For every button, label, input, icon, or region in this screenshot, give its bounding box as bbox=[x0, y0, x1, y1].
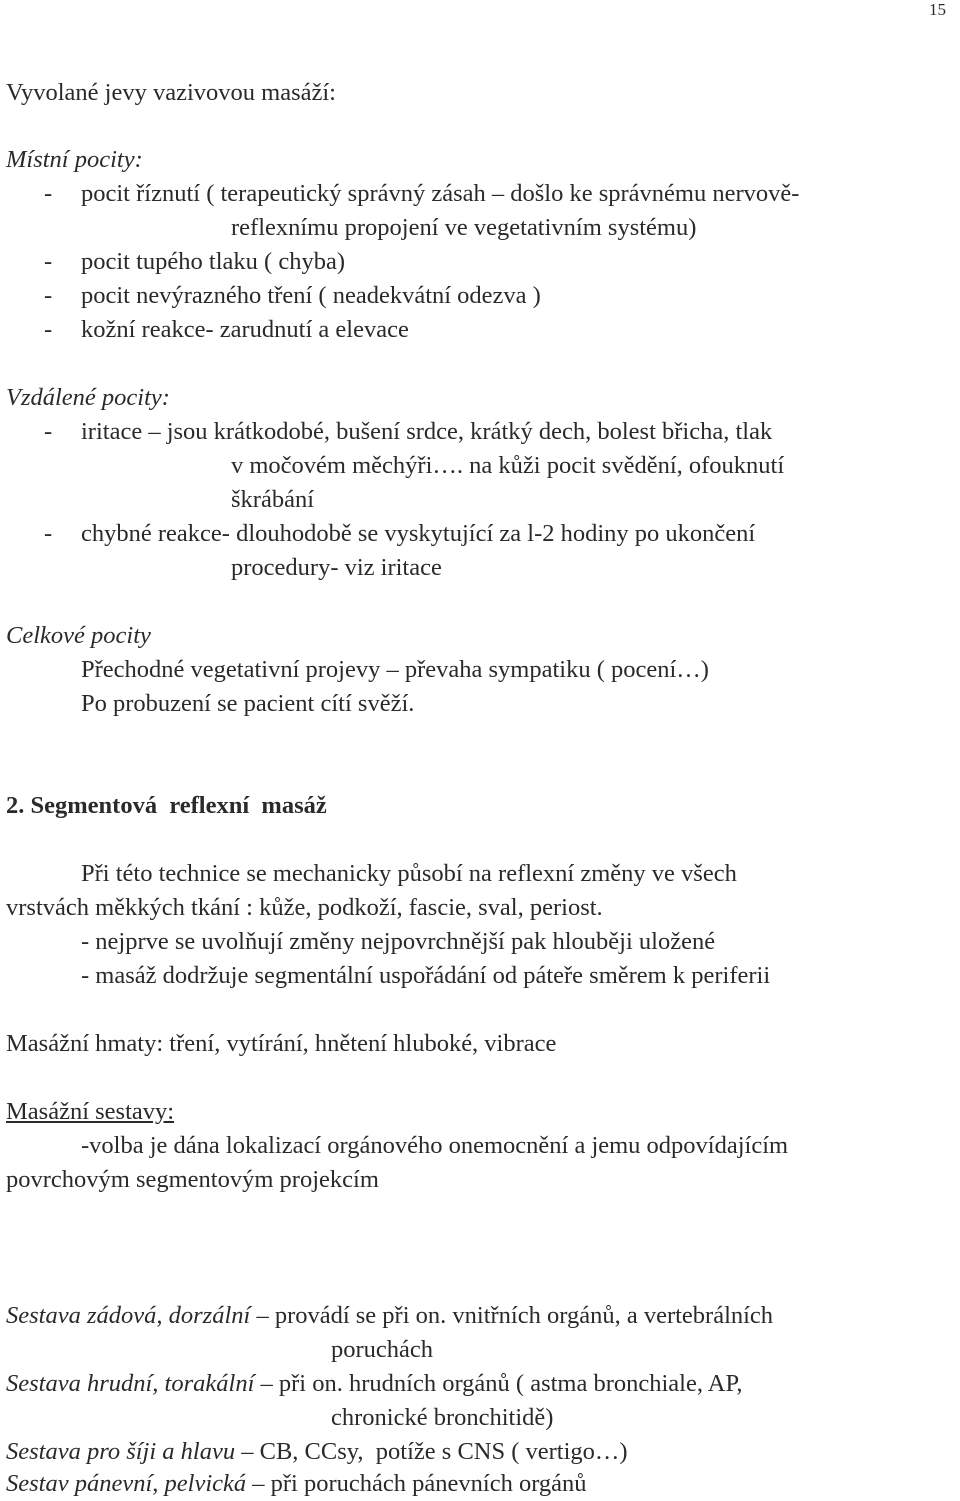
section-title-word: masáž bbox=[261, 792, 327, 819]
list-item: kožní reakce- zarudnutí a elevace bbox=[81, 316, 409, 343]
section-heading: Vyvolané jevy vazivovou masáží: bbox=[6, 79, 336, 106]
set-item bbox=[6, 1367, 743, 1401]
list-item-continuation: procedury- viz iritace bbox=[231, 554, 442, 581]
overall-line: Přechodné vegetativní projevy – převaha sympatiku ( pocení…) bbox=[81, 656, 709, 683]
set-desc: provádí se při on. vnitřních orgánů, a vertebrálních bbox=[274, 1302, 774, 1329]
list-item-continuation: škrábání bbox=[231, 486, 314, 513]
list-dash: - bbox=[44, 248, 53, 275]
set-item bbox=[6, 1467, 587, 1501]
set-name: Sestava zádová, dorzální bbox=[6, 1302, 251, 1329]
list-dash: - bbox=[44, 316, 53, 343]
set-dash: – bbox=[250, 1302, 275, 1329]
set-desc-continuation: chronické bronchitidě) bbox=[331, 1404, 554, 1431]
intro-line: Při této technice se mechanicky působí na reflexní změny ve všech bbox=[81, 860, 737, 887]
overall-line: Po probuzení se pacient cítí svěží. bbox=[81, 690, 415, 717]
set-desc: při on. hrudních orgánů ( astma bronchiale, AP, bbox=[278, 1370, 743, 1397]
list-item: pocit říznutí ( terapeutický správný zásah – došlo ke správnému nervově- bbox=[81, 180, 800, 207]
distant-sensations-title: Vzdálené pocity: bbox=[6, 384, 170, 411]
section-title-word: Segmentová bbox=[30, 792, 158, 819]
list-item-continuation: v močovém měchýři…. na kůži pocit svědění, ofouknutí bbox=[231, 452, 785, 479]
set-dash: – bbox=[235, 1438, 260, 1465]
list-dash: - bbox=[44, 520, 53, 547]
list-item-continuation: reflexnímu propojení ve vegetativním systému) bbox=[231, 214, 697, 241]
massage-grips: Masážní hmaty: tření, vytírání, hnětení hluboké, vibrace bbox=[6, 1030, 557, 1057]
list-dash: - bbox=[44, 418, 53, 445]
set-desc: při poruchách pánevních orgánů bbox=[270, 1470, 587, 1497]
set-dash: – bbox=[254, 1370, 279, 1397]
list-item: iritace – jsou krátkodobé, bušení srdce, krátký dech, bolest břicha, tlak bbox=[81, 418, 773, 445]
section-number: 2. bbox=[6, 792, 25, 819]
list-item: pocit nevýrazného tření ( neadekvátní odezva ) bbox=[81, 282, 541, 309]
list-item: pocit tupého tlaku ( chyba) bbox=[81, 248, 345, 275]
sets-line: povrchovým segmentovým projekcím bbox=[6, 1166, 379, 1193]
list-item: chybné reakce- dlouhodobě se vyskytující za l-2 hodiny po ukončení bbox=[81, 520, 756, 547]
list-dash: - bbox=[44, 282, 53, 309]
intro-bullet: - masáž dodržuje segmentální uspořádání od páteře směrem k periferii bbox=[81, 962, 771, 989]
local-sensations-title: Místní pocity: bbox=[6, 146, 143, 173]
set-name: Sestava hrudní, torakální bbox=[6, 1370, 255, 1397]
massage-sets-title: Masážní sestavy: bbox=[6, 1098, 175, 1125]
overall-sensations-title: Celkové pocity bbox=[6, 622, 151, 649]
page-number: 15 bbox=[929, 0, 946, 19]
list-dash: - bbox=[44, 180, 53, 207]
set-name: Sestava pro šíji a hlavu bbox=[6, 1438, 236, 1465]
intro-bullet: - nejprve se uvolňují změny nejpovrchnější pak hlouběji uložené bbox=[81, 928, 716, 955]
sets-line: -volba je dána lokalizací orgánového onemocnění a jemu odpovídajícím bbox=[81, 1132, 789, 1159]
section-2-heading bbox=[6, 789, 327, 823]
section-title-word: reflexní bbox=[169, 792, 250, 819]
set-dash: – bbox=[246, 1470, 271, 1497]
set-name: Sestav pánevní, pelvická bbox=[6, 1470, 247, 1497]
set-desc-continuation: poruchách bbox=[331, 1336, 434, 1363]
set-item bbox=[6, 1299, 773, 1333]
intro-line: vrstvách měkkých tkání : kůže, podkoží, fascie, sval, periost. bbox=[6, 894, 603, 921]
set-desc: CB, CCsy, potíže s CNS ( vertigo…) bbox=[259, 1438, 628, 1465]
set-item bbox=[6, 1435, 628, 1469]
